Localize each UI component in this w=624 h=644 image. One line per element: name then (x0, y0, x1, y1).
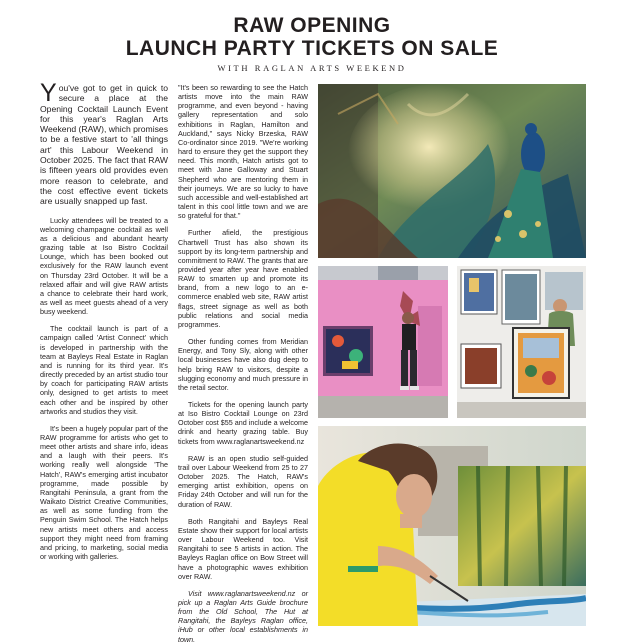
subheadline: WITH RAGLAN ARTS WEEKEND (217, 63, 407, 73)
paragraph: Tickets for the opening launch party at Iso Bistro Cocktail Lounge on 23rd October cost $55 and include a welcome drink and hearty grazing table. Buy tickets from www.raglanartsweekend.nz (178, 400, 308, 446)
lead-paragraph (40, 79, 168, 207)
article-column-2 (178, 83, 308, 644)
artist-holding-painting-image (457, 266, 586, 418)
headline-line-2: LAUNCH PARTY TICKETS ON SALE (125, 37, 499, 60)
peacock-painting-photo (318, 84, 586, 258)
paragraph: "It's been so rewarding to see the Hatch artists move into the main RAW programme, and even beyond - having gallery representation and solo exhibitions in Raglan, Hamilton and Auckland," says Nicky Brzeska, RAW Co-ordinator since 2019. "We're working hard to ensure they get the support they need. This month, Hatch artists got to meet with Jane Galloway and Stuart Shepherd who are mentoring them in their journeys. We are so lucky to have such accessible and well-established art talent in this cool little town and we are so grateful for that." (178, 83, 308, 221)
lead-text: ou've got to get in quick to secure a place at the Opening Cocktail Launch Event for this year's Raglan Arts Weekend (RAW), which promises to be a festive start to 'all things art' this Labour Weekend in October 2025. The fact that RAW is fifteen years old provides even more reason to celebrate, and the cost effective event tickets are usually snapped up fast. (40, 83, 168, 207)
headline-line-1: RAW OPENING (233, 14, 391, 37)
artist-pink-wall-photo (318, 266, 448, 418)
paragraph: RAW is an open studio self-guided trail over Labour Weekend from 25 to 27 October 2025. The Hatch, RAW's emerging artist exhibition, opens on Friday 24th October and will run for the duration of RAW. (178, 453, 308, 509)
paragraph: Lucky attendees will be treated to a welcoming champagne cocktail as well as a delicious and abundant hearty grazing table at Iso Bistro Cocktail Lounge, which has been booked out exclusively for the RAW launch event on Thursday 23rd October. It will be a relaxed affair and will give RAW artists a chance to celebrate their hard work, as well as meet guests ahead of a very busy weekend. (40, 215, 168, 317)
paragraph: Further afield, the prestigious Chartwell Trust has also shown its support by its long-term partnership and commitment to RAW. The grants that are provided year after year have enabled RAW to smarten up and promote its brand, from a new logo to an e-commerce enabled web site, RAW artist flags, street signage as well as both public relations and social media programmes. (178, 228, 308, 329)
visit-paragraph: Visit www.raglanartsweekend.nz or pick up a Raglan Arts Guide brochure from the Old School, The Hut at Rangitahi, the Bayleys Raglan office, iHub or other local establishments in town. (178, 588, 308, 644)
paragraph: It's been a hugely popular part of the RAW programme for artists who get to meet other artists and share info, ideas and a laugh with their peers. It's working really well alongside 'The Hatch', RAW's emerging artist incubator programme, made possible by Rangitahi Peninsula, a grant from the Waikato District Creative Communities, as well as some funding from the Penguin Swim School. The Hatch helps new artists meet others and access support they might need from framing and pricing, to marketing, social media or working with galleries. (40, 423, 168, 562)
artist-pink-wall-image (318, 266, 448, 418)
paragraph: The cocktail launch is part of a campaign called 'Artist Connect' which is developed in partnership with the team at Bayleys Real Estate in Raglan and is running for its third year. It's directly preceded by an artist studio tour by coach for participating RAW artists only, designed to get artists to meet each other and be inspired by other artworks and studios they visit. (40, 324, 168, 416)
artist-painting-canvas-image (318, 426, 586, 626)
paragraph: Both Rangitahi and Bayleys Real Estate show their support for local artists over Labour Weekend too. Visit Rangitahi to see 5 artists in action. The Bayleys Raglan office on Bow Street will have a photographic waves exhibition over RAW. (178, 516, 308, 581)
paragraph: Other funding comes from Meridian Energy, and Tony Sly, along with other local businesses have also dug deep to help bring RAW to visitors, despite a slugging economy and much pressure in the retail sector. (178, 337, 308, 392)
artist-holding-painting-photo (457, 266, 586, 418)
artist-painting-canvas-photo (318, 426, 586, 626)
drop-cap: Y (40, 79, 57, 107)
article-column-1 (40, 79, 168, 569)
peacock-painting-image (318, 84, 586, 258)
